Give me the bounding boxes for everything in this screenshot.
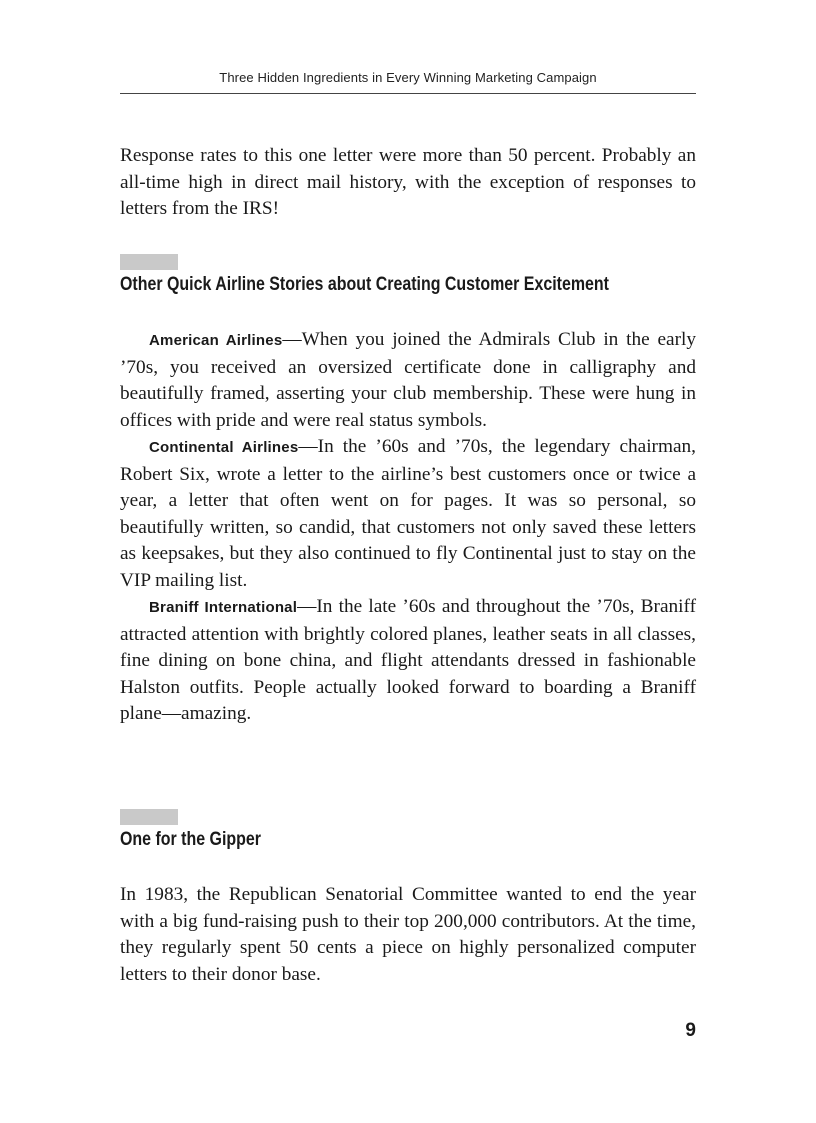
airline-name: American Airlines bbox=[149, 332, 283, 349]
airline-story bbox=[120, 434, 696, 594]
section-heading: One for the Gipper bbox=[120, 829, 262, 850]
intro-paragraph: Response rates to this one letter were more than 50 percent. Probably an all-time high in direct mail history, with the exception of responses to letters from the IRS! bbox=[120, 145, 696, 219]
section-marker bbox=[120, 254, 178, 270]
airline-story bbox=[120, 327, 696, 434]
airline-name: Braniff International bbox=[149, 599, 298, 616]
airline-story-text: —In the late ’60s and throughout the ’70s, Braniff attracted attention with brightly colored planes, leather seats in all classes, fine dining on bone china, and flight attendants dressed in fashionable Halston outfits. People actually looked forward to boarding a Braniff plane—amazing. bbox=[120, 596, 696, 724]
airline-name: Continental Airlines bbox=[149, 439, 299, 456]
airline-story bbox=[120, 594, 696, 728]
gipper-paragraph: In 1983, the Republican Senatorial Committee wanted to end the year with a big fund-raising push to their top 200,000 contributors. At the time, they regularly spent 50 cents a piece on highly personalized computer letters to their donor base. bbox=[120, 884, 696, 985]
page-number: 9 bbox=[685, 1020, 696, 1041]
running-head: Three Hidden Ingredients in Every Winning Marketing Campaign bbox=[219, 70, 597, 85]
airline-stories bbox=[120, 327, 696, 728]
airline-story-text: —When you joined the Admirals Club in the early ’70s, you received an oversized certificate done in calligraphy and beautifully framed, asserting your club membership. These were hung in offices with pride and were real status symbols. bbox=[120, 329, 696, 431]
section-heading: Other Quick Airline Stories about Creating Customer Excitement bbox=[120, 274, 609, 295]
airline-story-text: —In the ’60s and ’70s, the legendary chairman, Robert Six, wrote a letter to the airline’s best customers once or twice a year, a letter that often went on for pages. It was so personal, so beautifully written, so candid, that customers not only saved these letters as keepsakes, but they also continued to fly Continental just to stay on the VIP mailing list. bbox=[120, 436, 696, 591]
header-rule bbox=[120, 93, 696, 94]
section-marker bbox=[120, 809, 178, 825]
